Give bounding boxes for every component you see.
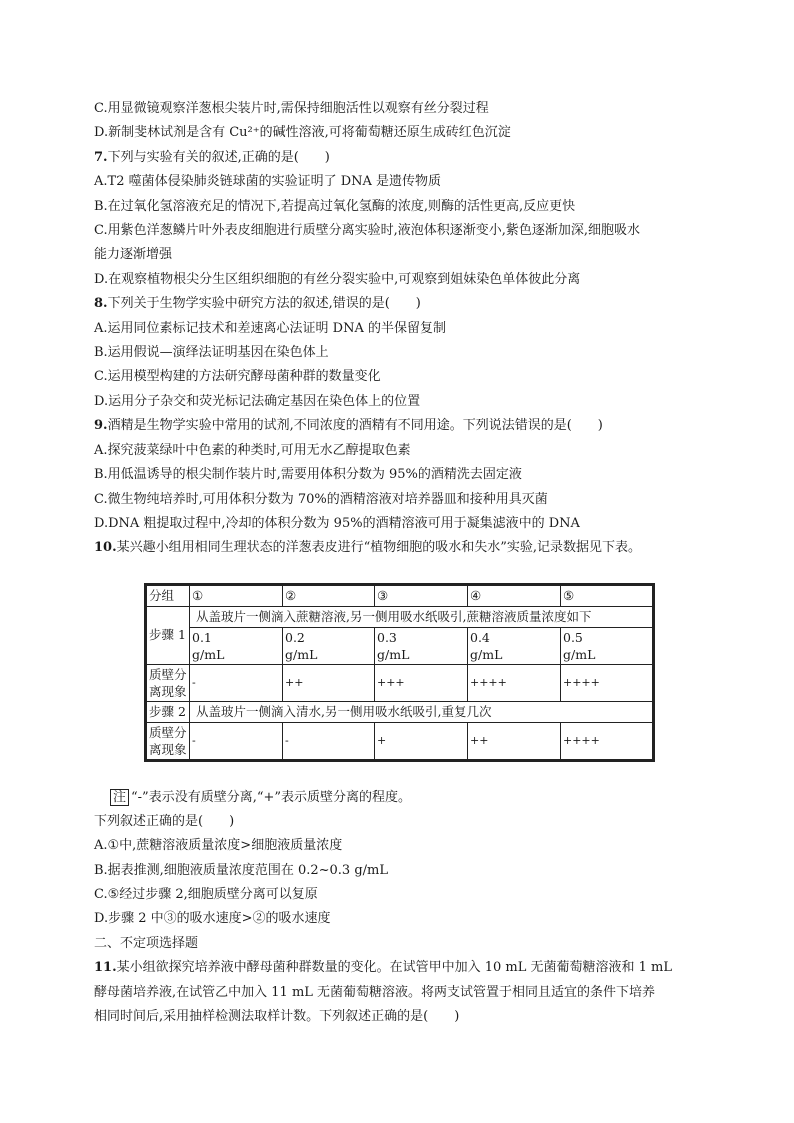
option-line: A.探究菠菜绿叶中色素的种类时,可用无水乙醇提取色素 xyxy=(94,442,411,458)
option-line: 能力逐渐增强 xyxy=(94,247,173,263)
option-line: C.用紫色洋葱鳞片叶外表皮细胞进行质壁分离实验时,液泡体积逐渐变小,紫色逐渐加深,细胞吸水 xyxy=(94,223,641,239)
table-row xyxy=(146,722,654,760)
table-row xyxy=(146,627,654,664)
option-line: D.步骤 2 中③的吸水速度>②的吸水速度 xyxy=(94,911,331,927)
option-line: A.T2 噬菌体侵染肺炎链球菌的实验证明了 DNA 是遗传物质 xyxy=(94,174,442,190)
text-line: D.新制斐林试剂是含有 Cu²⁺的碱性溶液,可将葡萄糖还原生成砖红色沉淀 xyxy=(94,125,511,141)
question-number: 9. xyxy=(94,418,108,434)
step2-description: 从盖玻片一侧滴入清水,另一侧用吸水纸吸引,重复几次 xyxy=(190,701,654,722)
text-block-top xyxy=(94,97,724,561)
section-heading: 二、不定项选择题 xyxy=(94,935,199,951)
phenomenon-label: 质壁分 离现象 xyxy=(146,664,190,701)
text-line: C.用显微镜观察洋葱根尖装片时,需保持细胞活性以观察有丝分裂过程 xyxy=(94,101,489,116)
table-header-cell: ⑤ xyxy=(561,584,654,606)
question-9: 9.酒精是生物学实验中常用的试剂,不同浓度的酒精有不同用途。下列说法错误的是( ) xyxy=(94,418,603,434)
result-cell: ++++ xyxy=(561,664,654,701)
question-number: 11. xyxy=(94,960,117,976)
table-header-cell: ① xyxy=(190,584,283,606)
option-line: C.运用模型构建的方法研究酵母菌种群的数量变化 xyxy=(94,369,381,385)
question-10: 10.某兴趣小组用相同生理状态的洋葱表皮进行“植物细胞的吸水和失水”实验,记录数据见下表。 xyxy=(94,540,642,556)
phenomenon-label: 质壁分 离现象 xyxy=(146,722,190,760)
option-line: B.在过氧化氢溶液充足的情况下,若提高过氧化氢酶的浓度,则酶的活性更高,反应更快 xyxy=(94,198,576,214)
result-cell: - xyxy=(190,722,283,760)
concentration-cell: 0.3 g/mL xyxy=(375,627,468,664)
option-line: B.运用假说—演绎法证明基因在染色体上 xyxy=(94,345,329,361)
option-line: D.DNA 粗提取过程中,冷却的体积分数为 95%的酒精溶液可用于凝集滤液中的 DNA xyxy=(94,515,580,531)
option-line: C.微生物纯培养时,可用体积分数为 70%的酒精溶液对培养器皿和接种用具灭菌 xyxy=(94,491,548,507)
concentration-cell: 0.4 g/mL xyxy=(468,627,561,664)
option-line: B.据表推测,细胞液质量浓度范围在 0.2~0.3 g/mL xyxy=(94,862,388,878)
note-marker: 注 xyxy=(110,789,129,806)
option-line: A.运用同位素标记技术和差速离心法证明 DNA 的半保留复制 xyxy=(94,320,446,336)
table-header-cell: ② xyxy=(283,584,375,606)
table-note xyxy=(94,786,724,810)
text-line: 下列叙述正确的是( ) xyxy=(94,813,235,829)
table-header-cell: ③ xyxy=(375,584,468,606)
option-line: B.用低温诱导的根尖制作装片时,需要用体积分数为 95%的酒精洗去固定液 xyxy=(94,467,522,483)
question-number: 8. xyxy=(94,296,108,312)
result-cell: ++ xyxy=(468,722,561,760)
result-cell: ++++ xyxy=(561,722,654,760)
option-line: D.运用分子杂交和荧光标记法确定基因在染色体上的位置 xyxy=(94,393,421,409)
concentration-cell: 0.2 g/mL xyxy=(283,627,375,664)
text-line: 相同时间后,采用抽样检测法取样计数。下列叙述正确的是( ) xyxy=(94,1008,460,1024)
experiment-table xyxy=(144,583,655,762)
concentration-cell: 0.1 g/mL xyxy=(190,627,283,664)
result-cell: + xyxy=(375,722,468,760)
option-line: D.在观察植物根尖分生区组织细胞的有丝分裂实验中,可观察到姐妹染色单体彼此分离 xyxy=(94,271,581,287)
table-row xyxy=(146,664,654,701)
note-text: “-”表示没有质壁分离,“+”表示质壁分离的程度。 xyxy=(131,789,412,805)
document-page xyxy=(94,97,724,1029)
question-8: 8.下列关于生物学实验中研究方法的叙述,错误的是( ) xyxy=(94,296,421,312)
result-cell: +++ xyxy=(375,664,468,701)
question-7: 7.下列与实验有关的叙述,正确的是( ) xyxy=(94,149,330,165)
concentration-cell: 0.5 g/mL xyxy=(561,627,654,664)
text-line: 酵母菌培养液,在试管乙中加入 11 mL 无菌葡萄糖溶液。将两支试管置于相同且适宜的条件下培养 xyxy=(94,984,656,1000)
question-11: 11.某小组欲探究培养液中酵母菌种群数量的变化。在试管甲中加入 10 mL 无菌葡萄糖溶液和 1 mL xyxy=(94,960,673,976)
question-number: 7. xyxy=(94,149,108,165)
result-cell: ++++ xyxy=(468,664,561,701)
result-cell: - xyxy=(283,722,375,760)
table-row xyxy=(146,701,654,722)
table-row xyxy=(146,606,654,627)
option-line: A.①中,蔗糖溶液质量浓度>细胞液质量浓度 xyxy=(94,838,343,854)
step1-description: 从盖玻片一侧滴入蔗糖溶液,另一侧用吸水纸吸引,蔗糖溶液质量浓度如下 xyxy=(190,606,654,627)
step1-label: 步骤 1 xyxy=(146,606,190,664)
table-header-cell: ④ xyxy=(468,584,561,606)
result-cell: - xyxy=(190,664,283,701)
table-header-row xyxy=(146,584,654,606)
question-number: 10. xyxy=(94,540,117,556)
text-block-bottom xyxy=(94,810,724,1030)
option-line: C.⑤经过步骤 2,细胞质壁分离可以复原 xyxy=(94,886,318,902)
step2-label: 步骤 2 xyxy=(146,701,190,722)
table-header-cell: 分组 xyxy=(146,584,190,606)
experiment-table-wrapper xyxy=(144,583,652,762)
result-cell: ++ xyxy=(283,664,375,701)
